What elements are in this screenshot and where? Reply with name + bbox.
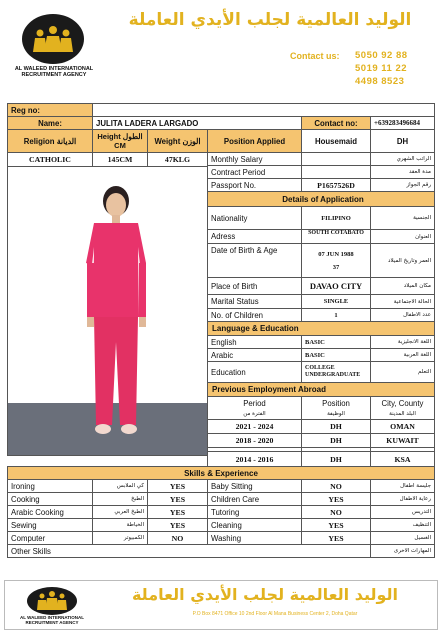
arabic-ar: اللغة العربية (370, 348, 435, 362)
agency-name-ar: الوليد العالمية لجلب الأيدي العاملة (128, 10, 412, 30)
skill-washing-label: Washing (207, 531, 302, 545)
name-value: JULITA LADERA LARGADO (92, 116, 302, 130)
skill-computer-label: Computer (7, 531, 93, 545)
position-code: DH (370, 129, 435, 153)
skill-arabic-cooking-value: YES (147, 505, 208, 519)
marital-label: Marital Status (207, 294, 302, 309)
logo-figures-icon (30, 24, 76, 54)
pob-label: Place of Birth (207, 277, 302, 295)
skill-computer-value: NO (147, 531, 208, 545)
footer-logo-figures-icon (27, 587, 77, 615)
skill-tutoring-label: Tutoring (207, 505, 302, 519)
col-period-label: Period (243, 399, 266, 408)
phone-2: 5019 11 22 (355, 63, 408, 74)
employment-row-1-position: DH (301, 419, 371, 434)
name-label: Name: (7, 116, 93, 130)
agency-name-en: AL WALEED INTERNATIONAL RECRUITMENT AGENCY (14, 66, 94, 78)
footer-logo (27, 587, 77, 615)
age-value: 37 (332, 263, 340, 271)
skill-computer-ar: الكمبيوتر (92, 531, 148, 545)
dob-label: Date of Birth & Age (207, 243, 302, 278)
education-ar: التعلم (370, 361, 435, 383)
pob-value: DAVAO CITY (301, 277, 371, 295)
weight-label: Weight الوزن (147, 129, 208, 153)
monthly-salary-value (301, 152, 371, 166)
address-label: Adress (207, 229, 302, 244)
contract-period-ar: مدة العقد (370, 165, 435, 179)
dob-ar: العمر وتاريخ الميلاد (370, 243, 435, 278)
contract-period-label: Contract Period (207, 165, 302, 179)
skill-cleaning-ar: التنظيف (370, 518, 435, 532)
employment-row-3-period: 2014 - 2016 (207, 451, 302, 467)
skill-arabic-cooking-label: Arabic Cooking (7, 505, 93, 519)
col-country (370, 396, 435, 420)
nationality-ar: الجنسية (370, 206, 435, 230)
english-value: BASIC (301, 335, 371, 349)
col-position-ar: الوظيفة (327, 411, 345, 417)
skill-children-care-ar: رعاية الاطفال (370, 492, 435, 506)
employment-title: Previous Employment Abroad (207, 382, 435, 397)
col-country-ar: البلد المدينة (389, 411, 416, 417)
employment-row-1-country: OMAN (370, 419, 435, 434)
employment-row-3-position: DH (301, 451, 371, 467)
position-value: Housemaid (301, 129, 371, 153)
nationality-label: Nationality (207, 206, 302, 230)
col-position-label: Position (322, 399, 350, 408)
employment-row-2-country: KUWAIT (370, 433, 435, 448)
marital-value: SINGLE (301, 294, 371, 309)
children-label: No. of Children (207, 308, 302, 322)
children-value: 1 (301, 308, 371, 322)
skill-ironing-ar: كي الملابس (92, 479, 148, 493)
english-ar: اللغة الانجليزية (370, 335, 435, 349)
skill-cleaning-value: YES (301, 518, 371, 532)
religion-value: CATHOLIC (7, 152, 93, 167)
col-position (301, 396, 371, 420)
footer-agency-ar: الوليد العالمية لجلب الأيدي العاملة (131, 585, 399, 604)
contact-label: Contact us: (290, 51, 340, 61)
application-title: Details of Application (207, 191, 435, 207)
col-country-label: City, County (381, 399, 424, 408)
arabic-value: BASIC (301, 348, 371, 362)
arabic-label: Arabic (207, 348, 302, 362)
height-value: 145CM (92, 152, 148, 167)
footer-address: P.O Box 8471 Office 10 2nd Floor Al Mana Business Center 2, Doha Qatar (192, 611, 358, 617)
skill-tutoring-value: NO (301, 505, 371, 519)
address-value: SOUTH COTABATO (301, 229, 371, 244)
other-skills-label: Other Skills (7, 544, 371, 558)
passport-ar: رقم الجواز (370, 178, 435, 192)
phone-3: 4498 8523 (355, 76, 405, 87)
skill-cooking-label: Cooking (7, 492, 93, 506)
footer (4, 580, 438, 630)
contact-no-label: Contact no: (301, 116, 371, 130)
height-label: Height الطول CM (92, 129, 148, 153)
skill-ironing-label: Ironing (7, 479, 93, 493)
applicant-photo (7, 166, 208, 456)
employment-row-1-period: 2021 - 2024 (207, 419, 302, 434)
monthly-salary-label: Monthly Salary (207, 152, 302, 166)
marital-ar: الحالة الاجتماعية (370, 294, 435, 309)
english-label: English (207, 335, 302, 349)
skill-ironing-value: YES (147, 479, 208, 493)
dob-value: 07 JUN 1988 (318, 250, 354, 258)
skill-sewing-value: YES (147, 518, 208, 532)
skills-title: Skills & Experience (7, 466, 435, 480)
passport-label: Passport No. (207, 178, 302, 192)
agency-logo (22, 14, 84, 64)
employment-row-3-country: KSA (370, 451, 435, 467)
col-period-ar: الفترة من (243, 411, 266, 417)
address-ar: العنوان (370, 229, 435, 244)
footer-agency-en: AL WALEED INTERNATIONAL RECRUITMENT AGENCY (19, 615, 85, 625)
employment-row-2-position: DH (301, 433, 371, 448)
skill-arabic-cooking-ar: الطبخ العربي (92, 505, 148, 519)
col-period (207, 396, 302, 420)
skill-baby-sitting-ar: جليسة اطفال (370, 479, 435, 493)
applicant-figure-icon (8, 167, 207, 455)
skill-washing-value: YES (301, 531, 371, 545)
monthly-salary-ar: الراتب الشهري (370, 152, 435, 166)
weight-value: 47KLG (147, 152, 208, 167)
pob-ar: مكان الميلاد (370, 277, 435, 295)
education-value: COLLEGE UNDERGRADUATE (301, 361, 371, 383)
contact-no-value: +639283496684 (370, 116, 435, 130)
skill-children-care-label: Children Care (207, 492, 302, 506)
dob-cell (301, 243, 371, 278)
language-title: Language & Education (207, 321, 435, 336)
skill-tutoring-ar: التدريس (370, 505, 435, 519)
education-label: Education (207, 361, 302, 383)
skill-washing-ar: الغسيل (370, 531, 435, 545)
skill-baby-sitting-label: Baby Sitting (207, 479, 302, 493)
skill-cooking-value: YES (147, 492, 208, 506)
reg-value (92, 103, 435, 117)
children-ar: عدد الاطفال (370, 308, 435, 322)
reg-label: Reg no: (7, 103, 93, 117)
employment-row-2-period: 2018 - 2020 (207, 433, 302, 448)
religion-label: Religion الديانة (7, 129, 93, 153)
skill-children-care-value: YES (301, 492, 371, 506)
skill-cleaning-label: Cleaning (207, 518, 302, 532)
skill-sewing-ar: الخياطة (92, 518, 148, 532)
other-skills-ar: المهارات الاخرى (370, 544, 435, 558)
nationality-value: FILIPINO (301, 206, 371, 230)
contract-period-value (301, 165, 371, 179)
passport-value: P1657526D (301, 178, 371, 192)
position-label: Position Applied (207, 129, 302, 153)
phone-1: 5050 92 88 (355, 50, 408, 61)
skill-sewing-label: Sewing (7, 518, 93, 532)
skill-baby-sitting-value: NO (301, 479, 371, 493)
skill-cooking-ar: الطبخ (92, 492, 148, 506)
